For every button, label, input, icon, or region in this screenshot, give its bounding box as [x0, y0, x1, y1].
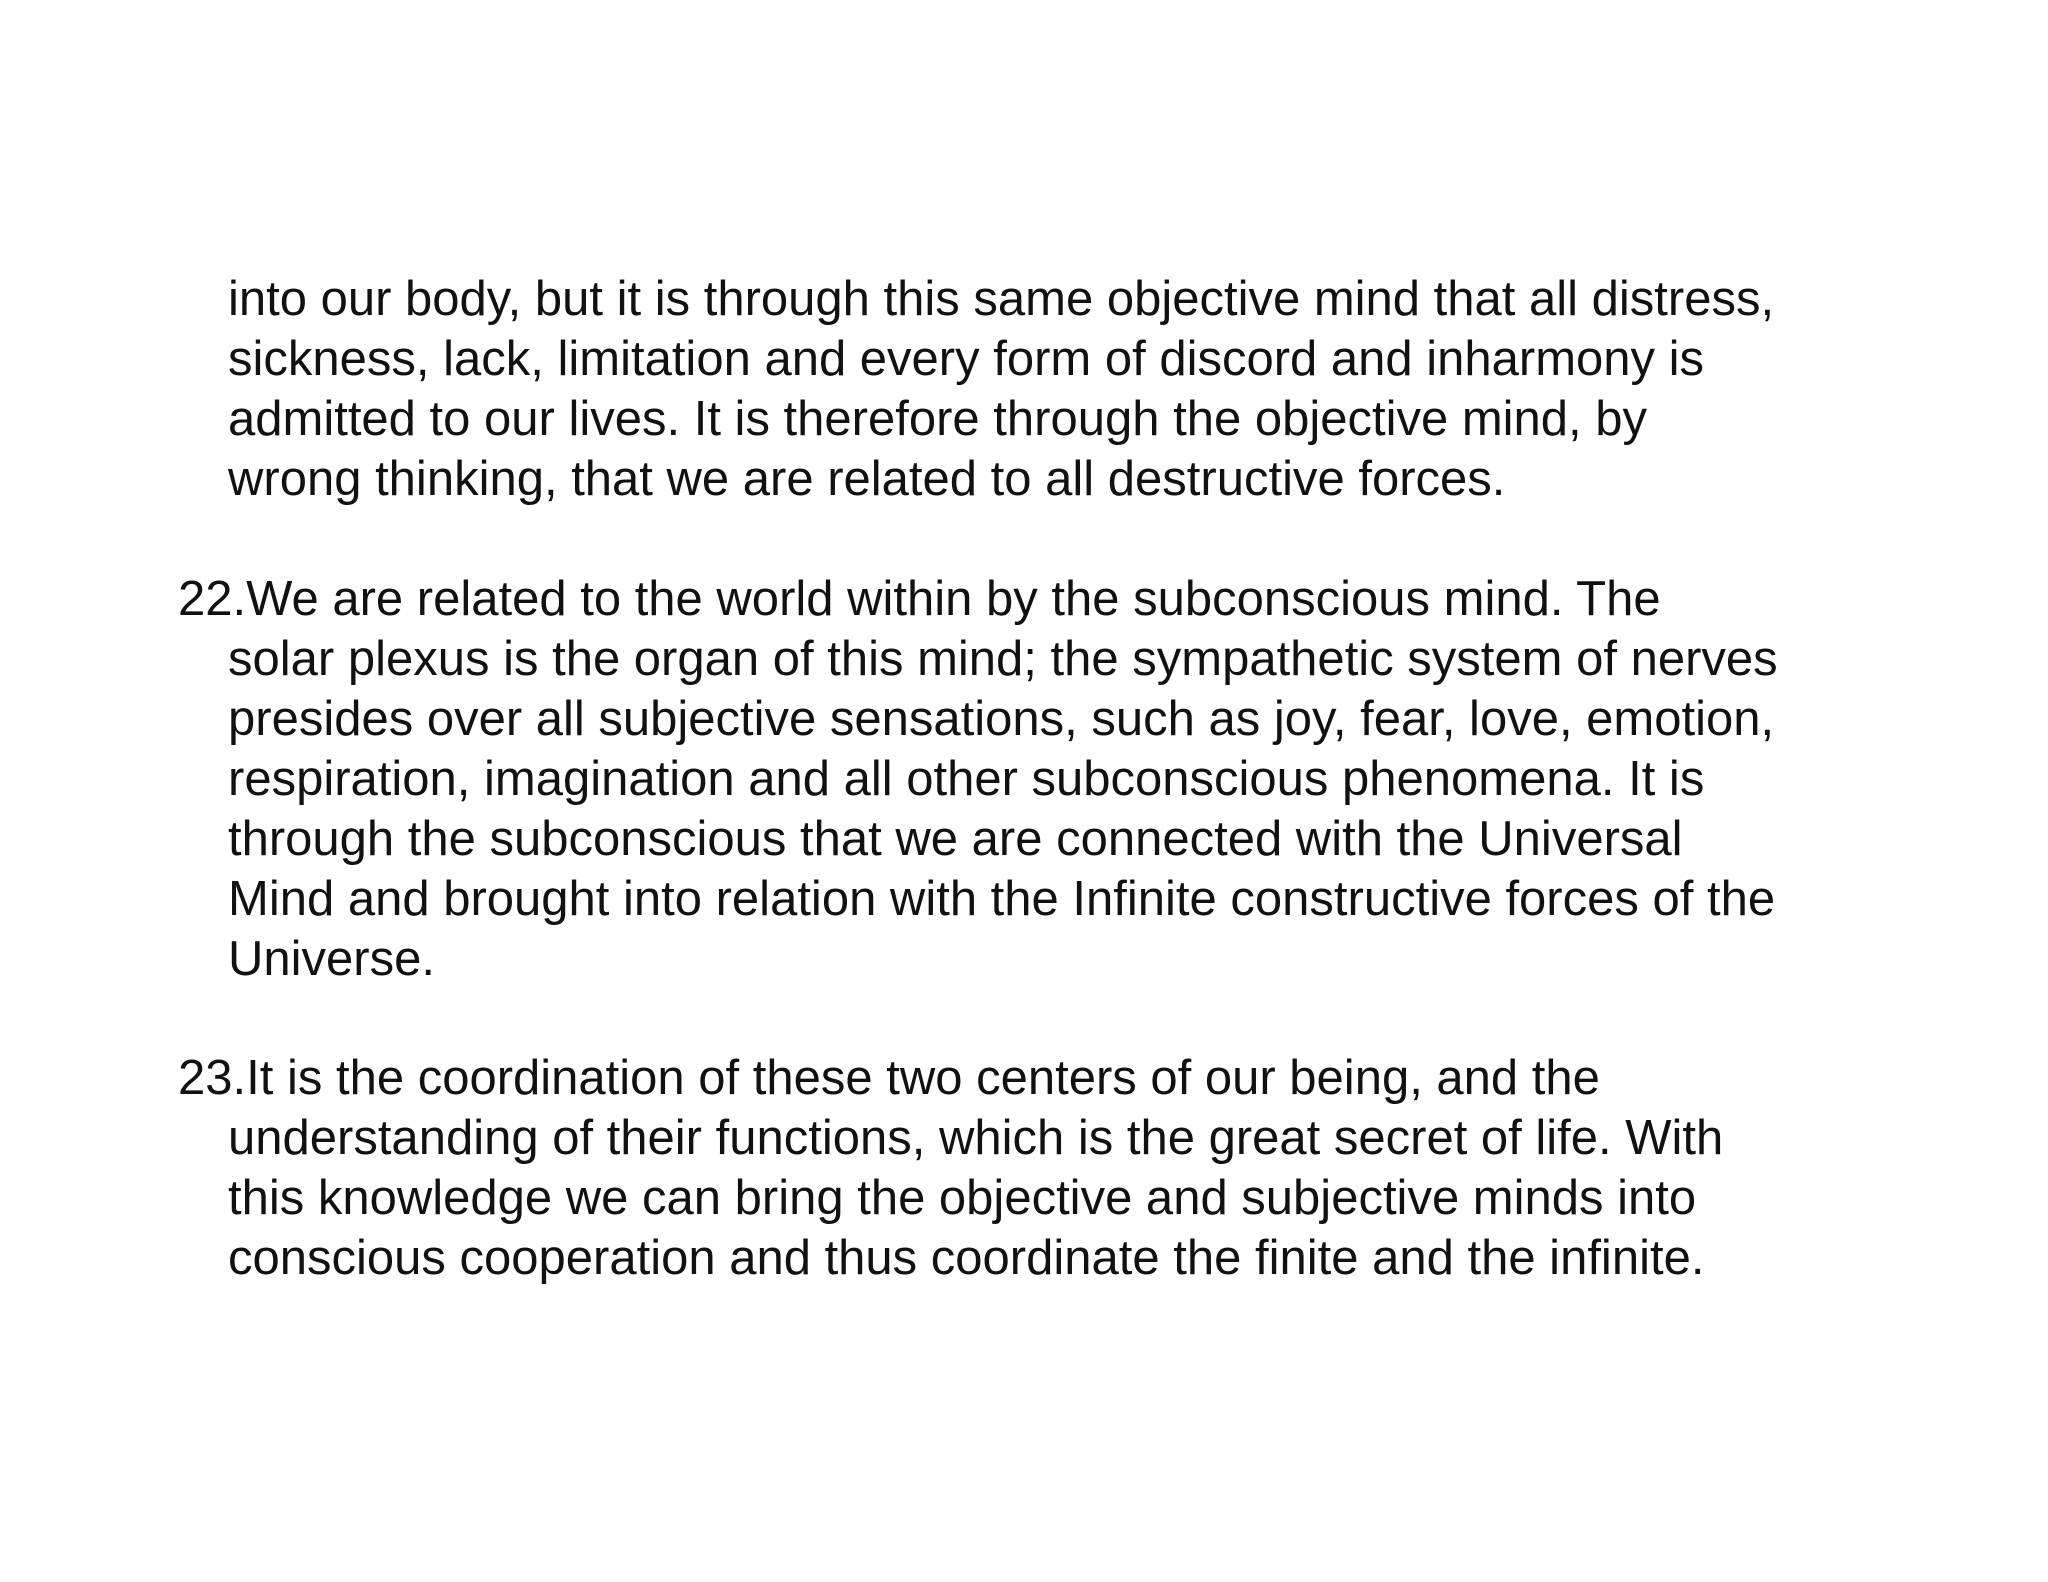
text-line: sickness, lack, limitation and every form of discord and inharmony is	[228, 332, 1705, 386]
text-line: Universe.	[228, 932, 435, 986]
text-line: through the subconscious that we are connected with the Universal	[228, 812, 1683, 866]
text-line: understanding of their functions, which is the great secret of life. With	[228, 1111, 1724, 1165]
text-line: solar plexus is the organ of this mind; the sympathetic system of nerves	[228, 632, 1778, 686]
text-line: respiration, imagination and all other subconscious phenomena. It is	[228, 752, 1705, 806]
text-line: admitted to our lives. It is therefore through the objective mind, by	[228, 392, 1648, 446]
text-line: wrong thinking, that we are related to all destructive forces.	[228, 452, 1506, 506]
numbered-text-line: 23.It is the coordination of these two centers of our being, and the	[178, 1051, 1600, 1105]
text-line: Mind and brought into relation with the Infinite constructive forces of the	[228, 872, 1776, 926]
numbered-text-line: 22.We are related to the world within by the subconscious mind. The	[178, 572, 1661, 626]
text-line: into our body, but it is through this same objective mind that all distress,	[228, 272, 1775, 326]
text-line: conscious cooperation and thus coordinate the finite and the infinite.	[228, 1231, 1705, 1285]
text-line: presides over all subjective sensations, such as joy, fear, love, emotion,	[228, 692, 1775, 746]
text-line: this knowledge we can bring the objective and subjective minds into	[228, 1171, 1697, 1225]
